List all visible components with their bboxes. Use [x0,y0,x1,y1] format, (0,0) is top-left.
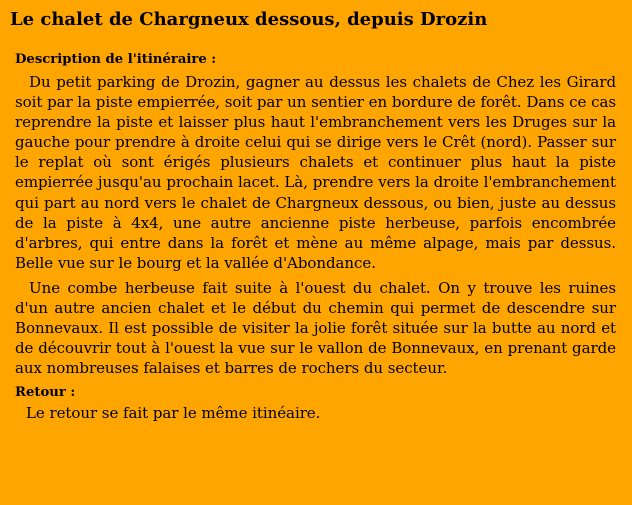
description-paragraph-2: Une combe herbeuse fait suite à l'ouest du chalet. On y trouve les ruines d'un autre ancien chalet et le début du chemin qui permet de descendre sur Bonnevaux. Il est possible de visiter la jolie forêt située sur la butte au nord et de découvrir tout à l'ouest la vue sur le vallon de Bonnevaux, en prenant garde aux nombreuses falaises et barres de rochers du secteur. [15,278,616,378]
retour-paragraph: Le retour se fait par le même itinéaire. [26,404,321,423]
page-title: Le chalet de Chargneux dessous, depuis Drozin [10,9,488,30]
description-paragraph-1: Du petit parking de Drozin, gagner au dessus les chalets de Chez les Girard soit par la piste empierrée, soit par un sentier en bordure de forêt. Dans ce cas reprendre la piste et laisser plus haut l'embranchement vers les Druges sur la gauche pour prendre à droite celui qui se dirige vers le Crêt (nord). Passer sur le replat où sont érigés plusieurs chalets et continuer plus haut la piste empierrée jusqu'au prochain lacet. Là, prendre vers la droite l'embranchement qui part au nord vers le chalet de Chargneux dessous, ou bien, juste au dessus de la piste à 4x4, une autre ancienne piste herbeuse, parfois encombrée d'arbres, qui entre dans la forêt et mène au même alpage, mais par dessus. Belle vue sur le bourg et la vallée d'Abondance. [15,73,616,272]
description-heading: Description de l'itinéraire : [15,52,217,67]
retour-heading: Retour : [15,385,76,401]
